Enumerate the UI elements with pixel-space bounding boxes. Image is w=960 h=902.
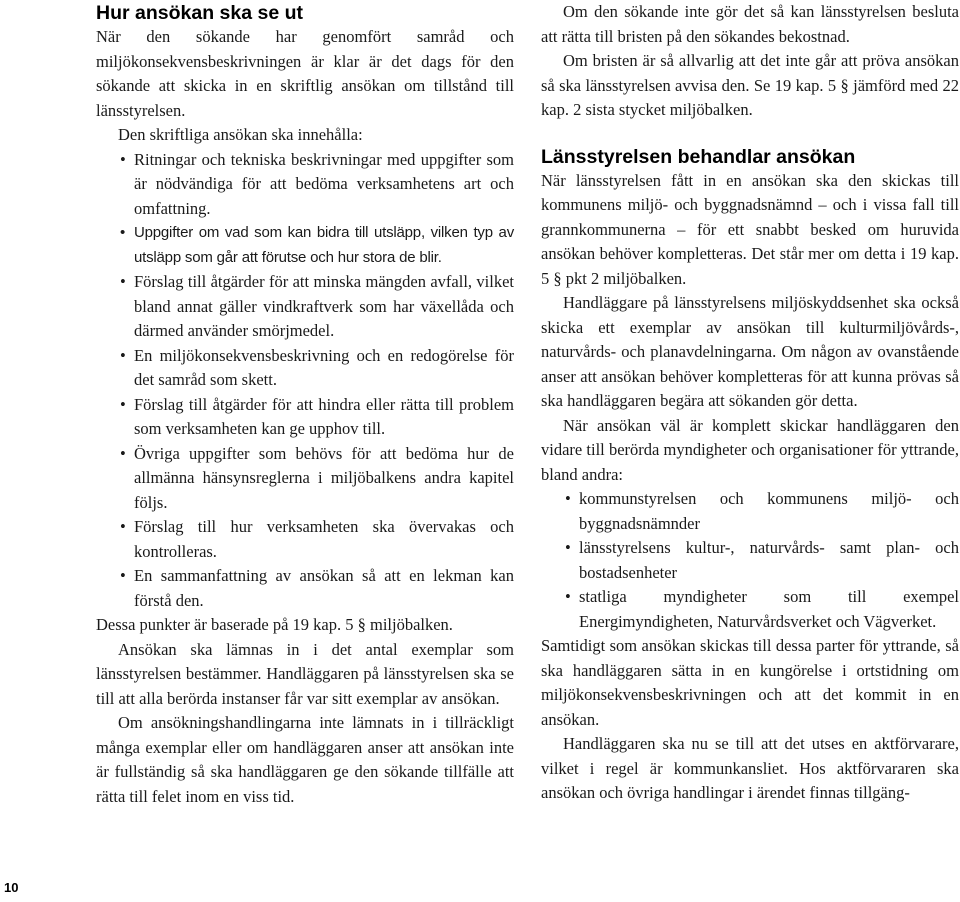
paragraph-legal-basis: Dessa punkter är baserade på 19 kap. 5 § miljöbalken. (96, 615, 453, 634)
paragraph-list-intro: Den skriftliga ansökan ska innehålla: (118, 125, 363, 144)
list-item: • Förslag till åtgärder för att hindra eller rätta till problem som verksamheten kan ge upphov till. (110, 393, 514, 442)
paragraph-forward: När länsstyrelsen fått in en ansökan ska den skickas till kommunens miljö- och byggnadsnämnd – och i vissa fall till grannkommunerna – för ett snabbt besked om huruvida ansökan behöver kompletteras. Det står mer om detta i 19 kap. 5 § pkt 2 miljöbalken. (541, 170, 959, 288)
list-item: • Uppgifter om vad som kan bidra till utsläpp, vilken typ av utsläpp som går att förutse och hur stora de blir. (110, 221, 514, 270)
paragraph-cost: Om den sökande inte gör det så kan länsstyrelsen besluta att rätta till bristen på den sökandes bekostnad. (541, 2, 959, 46)
list-item: • En miljökonsekvensbeskrivning och en redogörelse för det samråd som skett. (110, 344, 514, 393)
paragraph-incomplete-application: Om ansökningshandlingarna inte lämnats in i tillräckligt många exemplar eller om handläggaren anser att ansökan inte är fullständig så ska handläggaren ge den sökande tillfälle att rätta till felet inom en viss tid. (96, 713, 514, 806)
application-contents-list (110, 148, 514, 614)
paragraph-reject: Om bristen är så allvarlig att det inte går att pröva ansökan så ska länsstyrelsen avvisa den. Se 19 kap. 5 § jämförd med 22 kap. 2 sista stycket miljöbalken. (541, 51, 959, 119)
page-number: 10 (4, 880, 19, 895)
paragraph-copies: Ansökan ska lämnas in i det antal exemplar som länsstyrelsen bestämmer. Handläggaren på länsstyrelsen ska se till att alla berörda instanser får var sitt exemplar av ansökan. (96, 639, 514, 708)
paragraph-officer: Handläggare på länsstyrelsens miljöskyddsenhet ska också skicka ett exemplar av ansökan till kulturmiljövårds-, naturvårds- och planavdelningarna. Om någon av ovanstående anser att ansökan behöver kompletteras för att kunna prövas så ska handläggaren begära att sökanden gör detta. (541, 293, 959, 410)
list-item: • Ritningar och tekniska beskrivningar med uppgifter som är nödvändiga för att bedöma verksamhetens art och omfattning. (110, 148, 514, 222)
list-item: • Övriga uppgifter som behövs för att bedöma hur de allmänna hänsynsreglerna i miljöbalkens andra kapitel följs. (110, 442, 514, 516)
list-item: • Förslag till åtgärder för att minska mängden avfall, vilket bland annat gäller vindkraftverk som har växellåda och därmed använder smörjmedel. (110, 270, 514, 344)
paragraph-complete: När ansökan väl är komplett skickar handläggaren den vidare till berörda myndigheter och organisationer för yttrande, bland andra: (541, 415, 959, 484)
referral-recipients-list (555, 487, 959, 634)
list-item: • En sammanfattning av ansökan så att en lekman kan förstå den. (110, 564, 514, 613)
section-heading-application-format: Hur ansökan ska se ut (96, 2, 303, 24)
list-item: • kommunstyrelsen och kommunens miljö- och byggnadsnämnder (555, 487, 959, 536)
left-column (96, 0, 514, 809)
list-item: • statliga myndigheter som till exempel Energimyndigheten, Naturvårdsverket och Vägverket. (555, 585, 959, 634)
section-heading-county-processing: Länsstyrelsen behandlar ansökan (541, 145, 856, 168)
paragraph-public-notice: Samtidigt som ansökan skickas till dessa parter för yttrande, så ska handläggaren sätta in en kungörelse i ortstidning om miljökonsekvensbeskrivningen och att det kommit in en ansökan. (541, 636, 959, 729)
right-column (541, 0, 959, 806)
paragraph-intro: När den sökande har genomfört samråd och miljökonsekvensbeskrivningen är klar är det dags för den sökande att skicka in en skriftlig ansökan om tillstånd till länsstyrelsen. (96, 27, 514, 120)
list-item: • Förslag till hur verksamheten ska övervakas och kontrolleras. (110, 515, 514, 564)
list-item: • länsstyrelsens kultur-, naturvårds- samt plan- och bostadsenheter (555, 536, 959, 585)
paragraph-file-keeper: Handläggaren ska nu se till att det utses en aktförvarare, vilket i regel är kommunkansliet. Hos aktförvararen ska ansökan och övriga handlingar i ärendet finnas tillgäng- (541, 734, 959, 802)
